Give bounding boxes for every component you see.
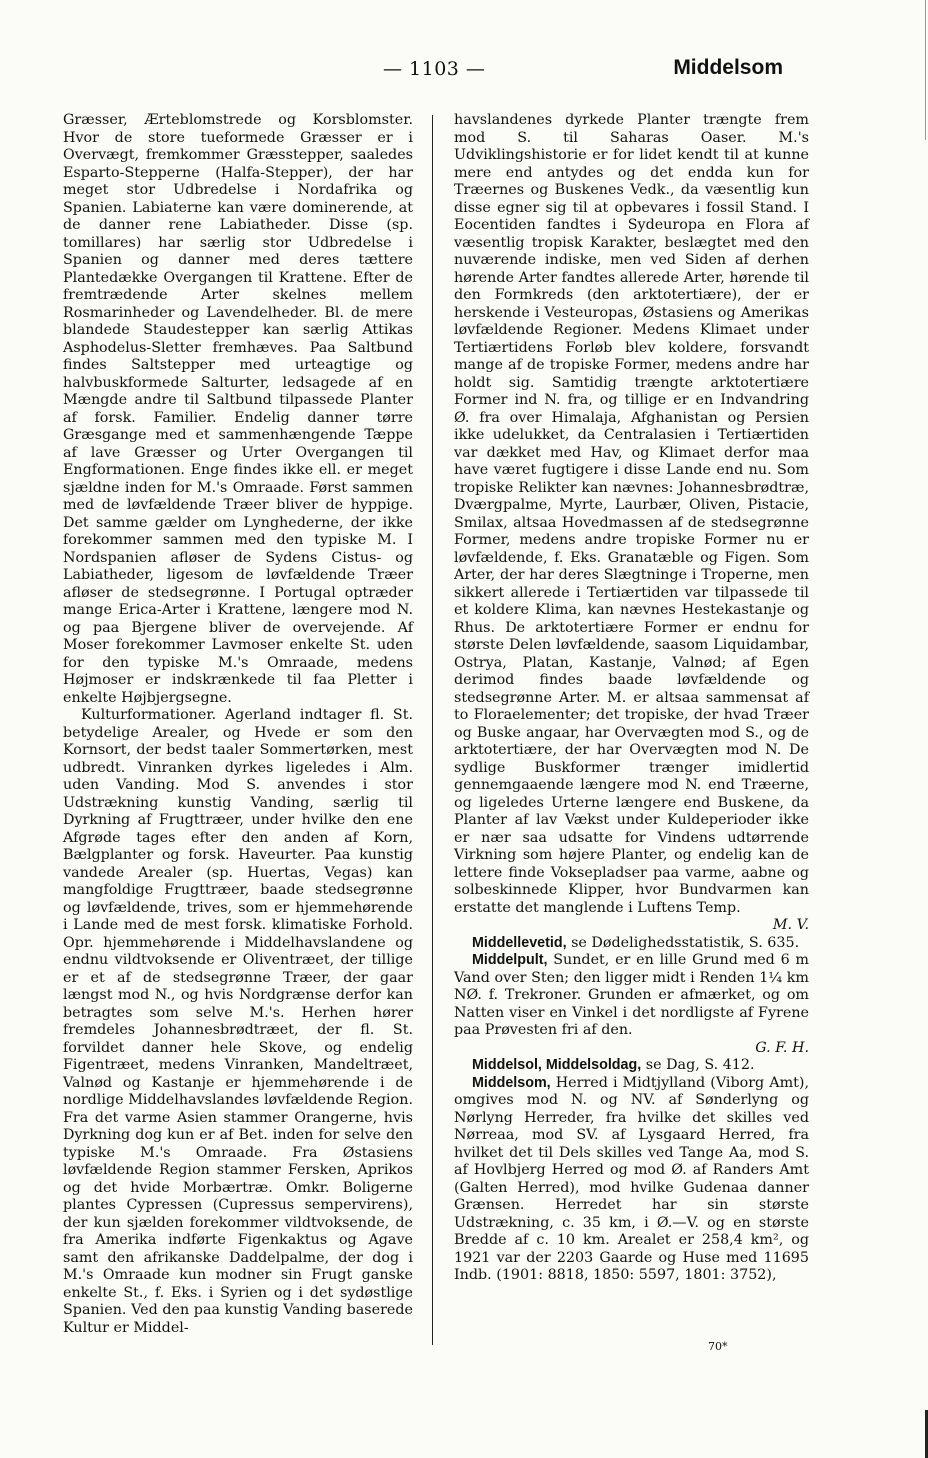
entry-middelsol <box>454 1057 809 1075</box>
left-column <box>63 112 413 1337</box>
entry-head: Middelsom, <box>472 1074 551 1091</box>
column-divider <box>432 115 433 1345</box>
entry-body: se Dag, S. 412. <box>645 1057 755 1073</box>
entry-body: Herred i Midtjylland (Viborg Amt), omgives mod N. og NV. af Sønderlyng og Nørlyng Herreder, fra hvilke det skilles ved Nørreaa, mod SV. af Lysgaard Herred, fra hvilket det til Dels skilles ved Tange Aa, mod S. af Hovlbjerg Herred og mod Ø. af Randers Amt (Galten Herred), mod hvilke Gudenaa danner Grænsen. Herredet har sin største Udstrækning, c. 35 km, i Ø.—V. og en største Bredde af c. 10 km. Arealet er 258,4 km², og 1921 var der 2203 Gaarde og Huse med 11695 Indb. (1901: 8818, 1850: 5597, 1801: 3752), <box>454 1074 810 1283</box>
entry-head: Middelpult, <box>472 952 548 968</box>
signature-mark: 70* <box>708 1340 728 1353</box>
author-signature: G. F. H. <box>755 1039 809 1056</box>
paragraph: Kulturformationer. Agerland indtager fl. St. betydelige Arealer, og Hvede er som den Kornsort, der bedst taaler Sommertørken, mest udbredt. Vinranken dyrkes ligeledes i Alm. uden Vanding. Mod S. anvendes i stor Udstrækning kunstig Vanding, særlig til Dyrkning af Frugttræer, under hvilke den ene Afgrøde tages efter den anden af Korn, Bælgplanter og forsk. Haveurter. Paa kunstig vandede Arealer (sp. Huertas, Vegas) kan mangfoldige Frugttræer, baade stedsegrønne og løvfældende, trives, som er hjemmehørende i Lande med de mest forsk. klimatiske Forhold. Opr. hjemmehørende i Middelhavslandene og endnu vildtvoksende er Oliventræet, der tillige er et af de stedsegrønne Træer, der gaar længst mod N., og hvis Nordgrænse derfor kan betragtes som selve M.'s. Herhen hører fremdeles Johannesbrødtræet, der fl. St. forvildet danner hele Skove, og endelig Figentræet, medens Vinranken, Mandeltræet, Valnød og Kastanje er hjemmehørende i de nordlige Middelhavslandes løvfældende Region. Fra det varme Asien stammer Orangerne, hvis Dyrkning dog kun er af Bet. inden for selve den typiske M.'s Omraade. Fra Østasiens løvfældende Region stammer Fersken, Aprikos og det hvide Morbærtræ. Omkr. Boligerne plantes Cypressen (Cupressus sempervirens), der kun sjælden forekommer vildtvoksende, de fra Amerika indførte Figenkaktus og Agave samt den afrikanske Daddelpalme, der dog i M.'s Omraade kun modner sin Frugt ganske enkelte St., f. Eks. i Syrien og i det sydøstlige Spanien. Ved den paa kunstig Vanding baserede Kultur er Middel- <box>63 707 413 1336</box>
paragraph: Græsser, Ærteblomstrede og Korsblomster. Hvor de store tueformede Græsser er i Overvægt, fremkommer Græsstepper, saaledes Esparto-Stepperne (Halfa-Stepper), der har meget stor Udbredelse i Nordafrika og Spanien. Labiaterne kan være dominerende, at de danner rene Labiatheder. Disse (sp. tomillares) har særlig stor Udbredelse i Spanien og danner med deres tættere Plantedække Overgangen til Krattene. Efter de fremtrædende Arter skelnes mellem Rosmarinheder og Lavendelheder. Bl. de mere blandede Staudestepper kan særlig Attikas Asphodelus-Sletter fremhæves. Paa Saltbund findes Saltstepper med urteagtige og halvbuskformede Salturter, ledsagede af en Mængde andre til Saltbund tilpassede Planter af forsk. Familier. Endelig danner tørre Græsgange med et sammenhængende Tæppe af lave Græsser og Urter Overgangen til Engformationen. Enge findes ikke ell. er meget sjældne inden for M.'s Omraade. Først sammen med de løvfældende Træer bliver de hyppige. Det samme gælder om Lynghederne, der ikke forekommer sammen med den typiske M. I Nordspanien afløser de Sydens Cistus- og Labiatheder, ligesom de løvfældende Træer afløser de stedsegrønne. I Portugal optræder mange Erica-Arter i Krattene, længere mod N. og paa Bjergene bliver de overvejende. Af Moser forekommer Lavmoser enkelte St. uden for den typiske M.'s Omraade, medens Højmoser er indskrænkede til faa Pletter i enkelte Højbjergsegne. <box>63 112 413 706</box>
entry-middelsom <box>454 1075 809 1285</box>
running-headword: Middelsom <box>673 56 783 79</box>
entry-middelpult <box>454 952 809 1040</box>
entry-body: Sundet, er en lille Grund med 6 m Vand over Sten; den ligger midt i Renden 1¼ km NØ. f. Trekroner. Grunden er afmærket, og om Natten viser en Vinkel i det nordligste af Fyrene paa Prøvesten fri af den. <box>454 952 809 1038</box>
paragraph: havslandenes dyrkede Planter trængte frem mod S. til Saharas Oaser. M.'s Udviklingshistorie er for lidet kendt til at kunne mere end antydes og det endda kun for Træernes og Buskenes Vedk., da væsentlig kun disse egner sig til at opbevares i fossil Stand. I Eocentiden fandtes i Sydeuropa en Flora af væsentlig tropisk Karakter, beslægtet med den nuværende indiske, men ved Siden af derhen hørende Arter fandtes allerede Arter, hørende til den Formkreds (den arktotertiære), der er herskende i Vesteuropas, Østasiens og Amerikas løvfældende Regioner. Medens Klimaet under Tertiærtidens Forløb blev koldere, forsvandt mange af de tropiske Former, medens andre har holdt sig. Samtidig trængte arktotertiære Former ind N. fra, og tillige er en Indvandring Ø. fra over Himalaja, Afghanistan og Persien ikke udelukket, da Centralasien i Tertiærtiden var dækket med Hav, og Klimaet derfor maa have været fugtigere i disse Lande end nu. Som tropiske Relikter kan nævnes: Johannesbrødtræ, Dværgpalme, Myrte, Laurbær, Oliven, Pistacie, Smilax, altsaa Hovedmassen af de stedsegrønne Former, medens andre tropiske Former nu er løvfældende, f. Eks. Granatæble og Figen. Som Arter, der har deres Slægtninge i Troperne, men sikkert allerede i Tertiærtiden var tilpassede til et koldere Klima, kan nævnes Hestekastanje og Rhus. De arktotertiære Former er endnu for største Delen løvfældende, saasom Liquidambar, Ostrya, Platan, Kastanje, Valnød; af Egen derimod findes baade løvfældende og stedsegrønne Arter. M. er altsaa sammensat af to Floraelementer; det tropiske, der hvad Træer og Buske angaar, har Overvægten mod S., og de arktotertiære, der har Overvægten mod N. De sydlige Buskformer trænger imidlertid gennemgaaende længere mod N. end Træerne, og ligeledes Urterne længere end Buskene, da Planter af lav Vækst under Kuldeperioder ikke er nær saa udsatte for Vindens udtørrende Virkning som højere Planter, og endelig kan de lettere finde Voksepladser paa varme, aabne og solbeskinnede Klipper, hvor Bundvarmen kan erstatte det manglende i Luftens Temp. <box>454 112 809 916</box>
page-number: — 1103 — <box>383 58 486 80</box>
entry-body: se Dødelighedsstatistik, S. 635. <box>571 934 800 951</box>
author-signature: M. V. <box>772 917 809 933</box>
entry-head: Middelsol, Middelsoldag, <box>472 1057 642 1073</box>
right-column <box>454 112 809 1285</box>
entry-head: Middellevetid, <box>472 934 567 951</box>
page-header <box>0 58 928 88</box>
entry-middellevetid <box>454 935 809 953</box>
